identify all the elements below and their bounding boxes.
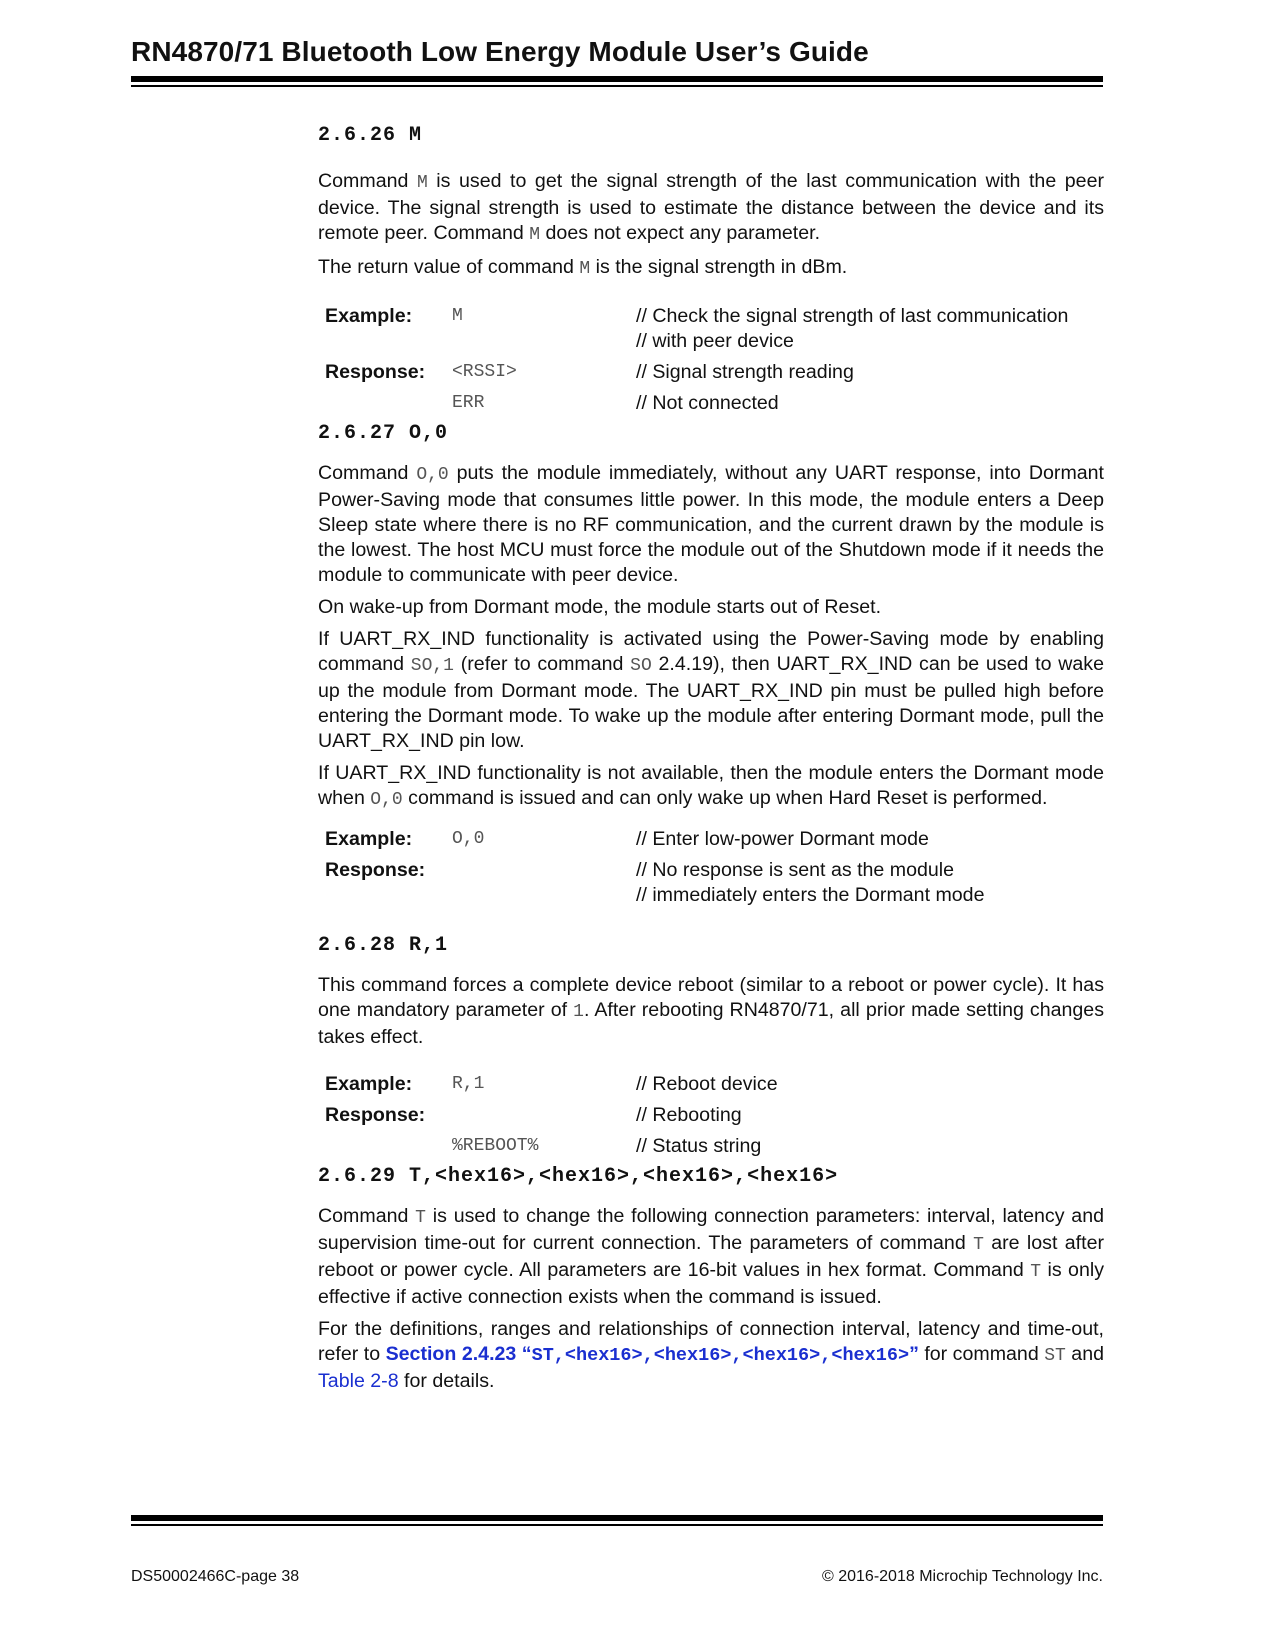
example-row	[318, 1134, 1104, 1159]
example-command	[452, 1103, 636, 1128]
example-comment	[636, 858, 1104, 908]
body-paragraph: On wake-up from Dormant mode, the module starts out of Reset.	[318, 596, 882, 618]
inline-code: M	[416, 173, 428, 193]
body-paragraph: Command O,0 puts the module immediately, without any UART response, into Dormant Power-Saving mode that consumes little power. In this mode, the module enters a Deep Sleep state where there is no RF communication, and the current drawn by the module is the lowest. The host MCU must force the module out of the Shutdown mode if it needs the module to communicate with peer device.	[318, 462, 1105, 586]
example-comment	[636, 304, 1104, 354]
example-command: %REBOOT%	[452, 1136, 539, 1156]
example-label	[318, 1134, 452, 1159]
inline-code: T	[973, 1235, 984, 1255]
example-command	[452, 858, 636, 908]
example-comment	[636, 391, 1104, 416]
example-row	[318, 858, 1104, 908]
comment-line: // immediately enters the Dormant mode	[636, 884, 985, 906]
footer-rule-thick	[131, 1515, 1103, 1521]
comment-line: // with peer device	[636, 330, 794, 352]
section-heading: 2.6.27 O,0	[318, 422, 449, 445]
body-paragraph: The return value of command M is the signal strength in dBm.	[318, 256, 848, 279]
page-title: RN4870/71 Bluetooth Low Energy Module User’s Guide	[131, 36, 869, 67]
section-link-code: ST,<hex16>,<hex16>,<hex16>,<hex16>	[531, 1345, 910, 1366]
inline-code: ST	[1044, 1346, 1066, 1366]
example-comment	[636, 1134, 1104, 1159]
inline-code: O,0	[416, 465, 449, 485]
comment-line: // No response is sent as the module	[636, 859, 955, 881]
example-row	[318, 1072, 1104, 1097]
footer-rule-thin	[131, 1524, 1103, 1526]
example-command: O,0	[452, 829, 485, 849]
comment-line: // Status string	[636, 1135, 762, 1157]
example-command: R,1	[452, 1074, 485, 1094]
example-label: Response:	[325, 1104, 426, 1126]
comment-line: // Signal strength reading	[636, 361, 854, 383]
example-command: M	[452, 306, 463, 326]
section-link[interactable]: Section 2.4.23 “ST,<hex16>,<hex16>,<hex16>,<hex16>”	[385, 1343, 919, 1366]
example-row	[318, 1103, 1104, 1128]
example-label: Example:	[325, 305, 413, 327]
example-command: <RSSI>	[452, 362, 517, 382]
header-rule-thick	[131, 76, 1103, 82]
inline-code: SO	[630, 656, 652, 676]
example-comment	[636, 1103, 1104, 1128]
body-paragraph: This command forces a complete device reboot (similar to a reboot or power cycle). It has one mandatory parameter of 1. After rebooting RN4870/71, all prior made setting changes takes effect.	[318, 974, 1104, 1048]
section-heading: 2.6.28 R,1	[318, 934, 449, 957]
example-row	[318, 827, 1104, 852]
comment-line: // Not connected	[636, 392, 779, 414]
comment-line: // Enter low-power Dormant mode	[636, 828, 929, 850]
example-table	[318, 304, 1104, 416]
example-command: ERR	[452, 393, 485, 413]
example-label: Response:	[325, 361, 426, 383]
example-table	[318, 827, 1104, 908]
body-paragraph: For the definitions, ranges and relationships of connection interval, latency and time-out, refer to Section 2.4.23 “ST,<hex16>,<hex16>,<hex16>,<hex16>” for command ST and Table 2-8 for details.	[318, 1318, 1104, 1392]
comment-line: // Check the signal strength of last communication	[636, 305, 1069, 327]
example-row	[318, 360, 1104, 385]
inline-code: 1	[573, 1002, 584, 1022]
comment-line: // Rebooting	[636, 1104, 742, 1126]
content-body	[318, 124, 1104, 1394]
example-row	[318, 391, 1104, 416]
inline-code: SO,1	[410, 656, 454, 676]
header-rule-thin	[131, 85, 1103, 87]
example-comment	[636, 827, 1104, 852]
body-paragraph: If UART_RX_IND functionality is activated using the Power-Saving mode by enabling command SO,1 (refer to command SO 2.4.19), then UART_RX_IND can be used to wake up the module from Dormant mode. The UART_RX_IND pin must be pulled high before entering the Dormant mode. To wake up the module after entering Dormant mode, pull the UART_RX_IND pin low.	[318, 628, 1104, 752]
example-label: Example:	[325, 828, 413, 850]
example-comment	[636, 360, 1104, 385]
example-table	[318, 1072, 1104, 1159]
example-label	[318, 391, 452, 416]
example-comment	[636, 1072, 1104, 1097]
body-paragraph: Command M is used to get the signal strength of the last communication with the peer device. The signal strength is used to estimate the distance between the device and its remote peer. Command M does not expect any parameter.	[318, 170, 1104, 245]
example-label: Example:	[325, 1073, 413, 1095]
inline-code: T	[415, 1208, 426, 1228]
example-label: Response:	[325, 859, 426, 881]
body-paragraph: Command T is used to change the following connection parameters: interval, latency and supervision time-out for current connection. The parameters of command T are lost after reboot or power cycle. All parameters are 16-bit values in hex format. Command T is only effective if active connection exists when the command is issued.	[318, 1205, 1105, 1308]
section-heading: 2.6.26 M	[318, 124, 423, 147]
example-row	[318, 304, 1104, 354]
inline-code: M	[579, 259, 591, 279]
section-heading: 2.6.29 T,<hex16>,<hex16>,<hex16>,<hex16>	[318, 1165, 839, 1188]
inline-code: M	[529, 225, 541, 245]
inline-code: O,0	[370, 790, 403, 810]
inline-code: T	[1030, 1262, 1042, 1282]
body-paragraph: If UART_RX_IND functionality is not available, then the module enters the Dormant mode when O,0 command is issued and can only wake up when Hard Reset is performed.	[318, 762, 1104, 810]
footer-doc-id: DS50002466C-page 38	[131, 1568, 300, 1585]
table-link[interactable]: Table 2-8	[318, 1370, 399, 1392]
comment-line: // Reboot device	[636, 1073, 778, 1095]
footer-copyright: © 2016-2018 Microchip Technology Inc.	[822, 1568, 1103, 1585]
